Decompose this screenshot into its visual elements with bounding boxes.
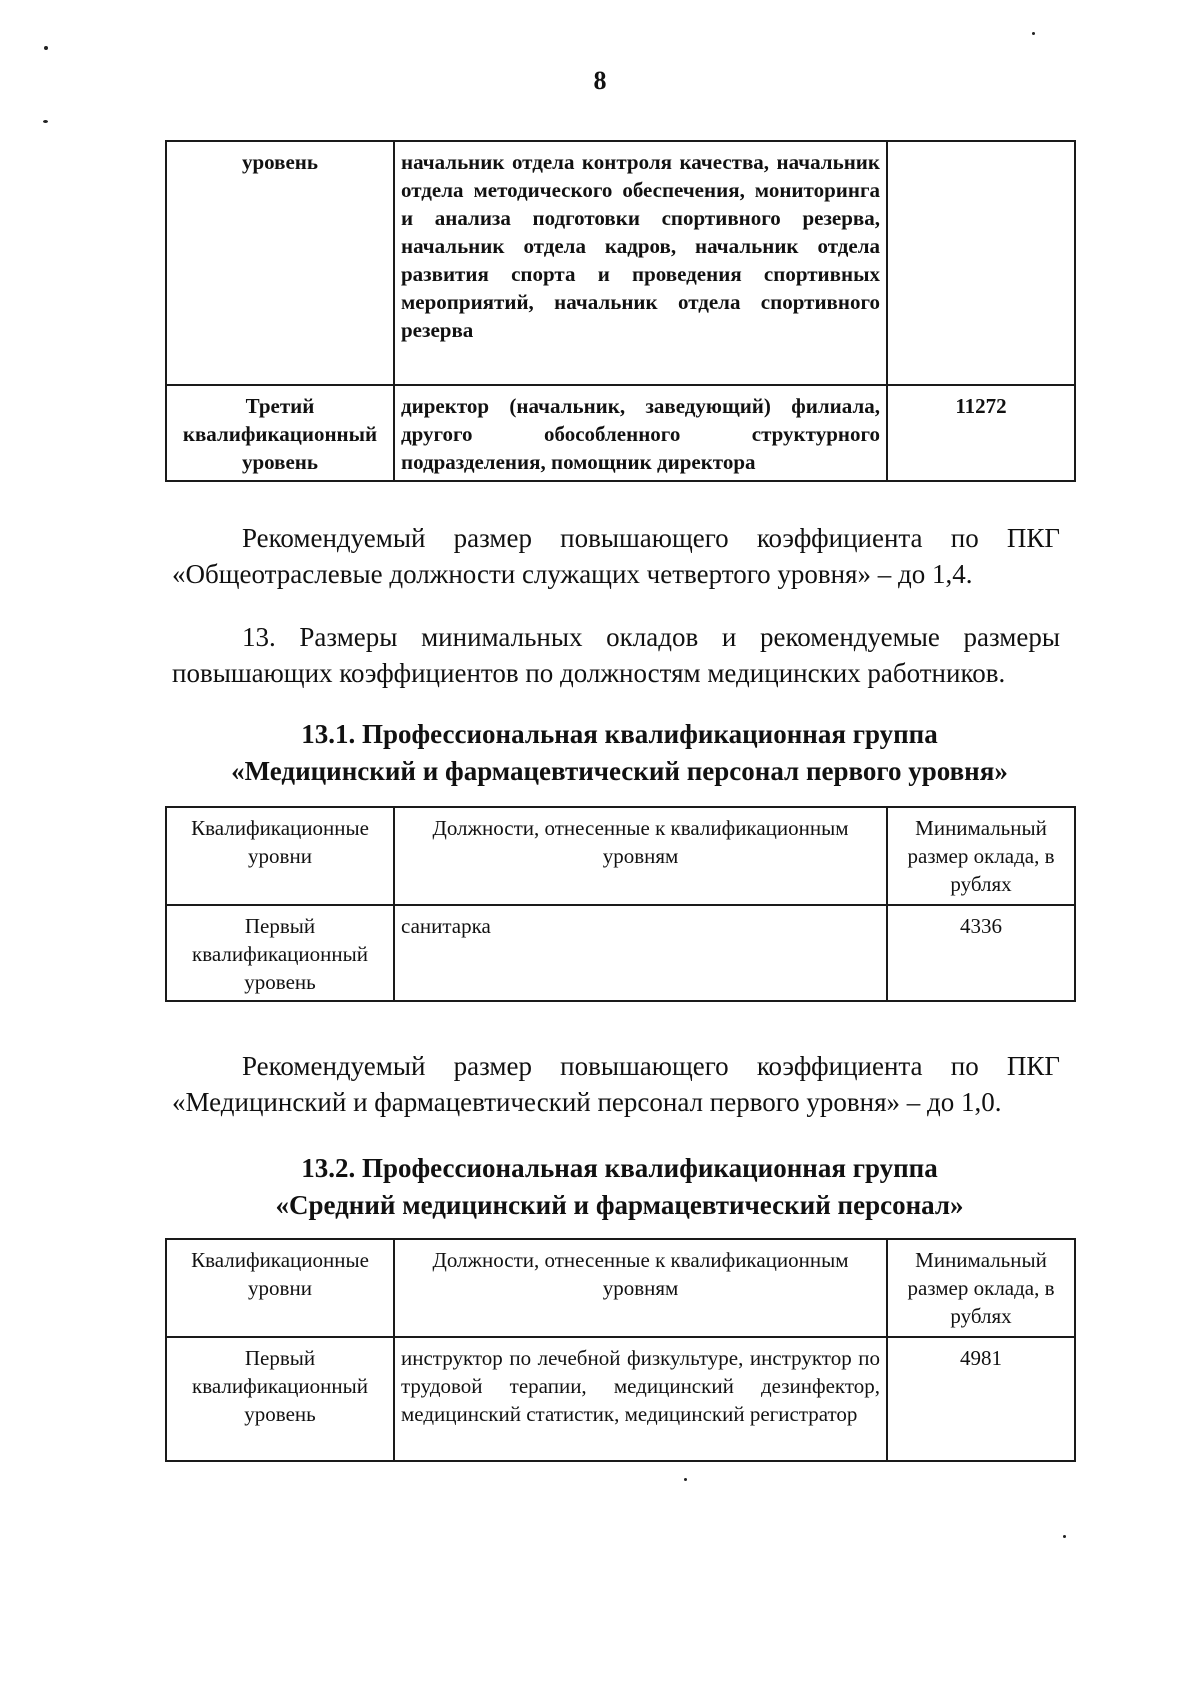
table-row — [166, 905, 1075, 1001]
section-13-intro — [172, 619, 1060, 691]
header-levels: Квалификационные уровни — [166, 807, 394, 905]
paragraph-text: Рекомендуемый размер повышающего коэффициента по ПКГ «Медицинский и фармацевтический персонал первого уровня» – до 1,0. — [172, 1051, 1060, 1117]
level-cell: уровень — [166, 141, 394, 385]
coefficient-paragraph-1 — [172, 520, 1060, 592]
salary-table-13-2 — [165, 1238, 1076, 1462]
salary-table-13-1 — [165, 806, 1076, 1002]
heading-line: «Средний медицинский и фармацевтический персонал» — [275, 1190, 964, 1220]
header-salary: Минимальный размер оклада, в рублях — [887, 1239, 1075, 1337]
section-13-2-heading — [165, 1150, 1074, 1224]
salary-table-continuation — [165, 140, 1076, 482]
paragraph-text: Рекомендуемый размер повышающего коэффициента по ПКГ «Общеотраслевые должности служащих четвертого уровня» – до 1,4. — [172, 523, 1060, 589]
table-row — [166, 141, 1075, 385]
coefficient-paragraph-2 — [172, 1048, 1060, 1120]
positions-cell: директор (начальник, заведующий) филиала, другого обособленного структурного подразделения, помощник директора — [394, 385, 887, 481]
scan-speck — [684, 1478, 687, 1481]
table-row — [166, 1337, 1075, 1461]
positions-cell: санитарка — [394, 905, 887, 1001]
salary-cell: 4336 — [887, 905, 1075, 1001]
header-levels: Квалификационные уровни — [166, 1239, 394, 1337]
scan-speck — [1063, 1535, 1066, 1538]
header-positions: Должности, отнесенные к квалификационным уровням — [394, 1239, 887, 1337]
heading-line: «Медицинский и фармацевтический персонал первого уровня» — [231, 756, 1008, 786]
salary-cell — [887, 141, 1075, 385]
heading-line: 13.2. Профессиональная квалификационная группа — [301, 1153, 938, 1183]
scan-speck — [44, 46, 48, 50]
heading-line: 13.1. Профессиональная квалификационная группа — [301, 719, 938, 749]
level-cell: Первый квалификационный уровень — [166, 1337, 394, 1461]
salary-cell: 4981 — [887, 1337, 1075, 1461]
header-positions: Должности, отнесенные к квалификационным уровням — [394, 807, 887, 905]
section-13-1-heading — [165, 716, 1074, 790]
positions-cell: инструктор по лечебной физкультуре, инструктор по трудовой терапии, медицинский дезинфектор, медицинский статистик, медицинский регистратор — [394, 1337, 887, 1461]
table-row — [166, 385, 1075, 481]
table-header-row — [166, 807, 1075, 905]
header-salary: Минимальный размер оклада, в рублях — [887, 807, 1075, 905]
positions-cell: начальник отдела контроля качества, начальник отдела методического обеспечения, мониторинга и анализа подготовки спортивного резерва, начальник отдела кадров, начальник отдела развития спорта и проведения спортивных мероприятий, начальник отдела спортивного резерва — [394, 141, 887, 385]
table-header-row — [166, 1239, 1075, 1337]
salary-cell: 11272 — [887, 385, 1075, 481]
level-cell: Третий квалификационный уровень — [166, 385, 394, 481]
scan-speck — [1032, 32, 1035, 35]
paragraph-text: 13. Размеры минимальных окладов и рекомендуемые размеры повышающих коэффициентов по должностям медицинских работников. — [172, 622, 1060, 688]
page-number: 8 — [593, 66, 607, 95]
level-cell: Первый квалификационный уровень — [166, 905, 394, 1001]
scan-speck — [43, 120, 48, 123]
